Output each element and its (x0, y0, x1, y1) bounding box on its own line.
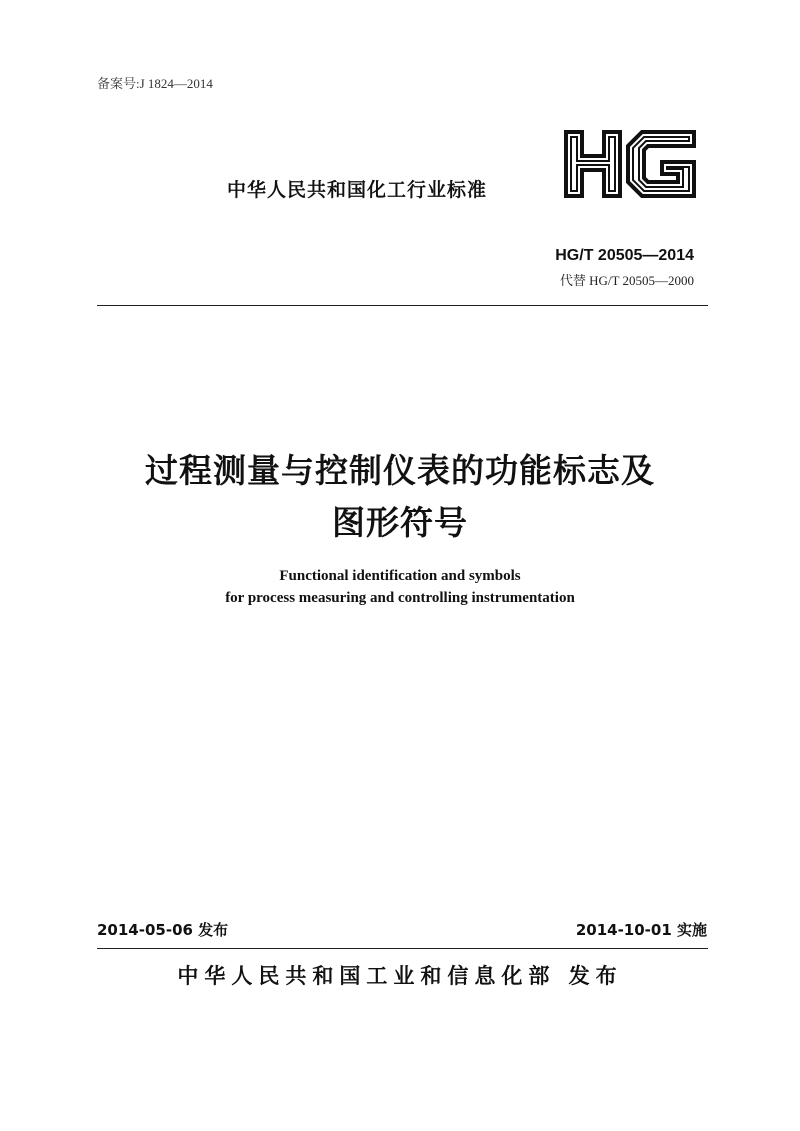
implementation-date: 2014-10-01 实施 (575, 921, 707, 939)
hg-logo (562, 128, 698, 200)
title-english-line-2: for process measuring and controlling instrumentation (225, 590, 575, 606)
title-english-line-1: Functional identification and symbols (279, 568, 521, 584)
replaces-note: 代替 HG/T 20505—2000 (559, 273, 694, 288)
issue-date: 2014-05-06 发布 (97, 921, 229, 939)
standard-number: HG/T 20505—2014 (555, 247, 694, 264)
standard-category: 中华人民共和国化工行业标准 (227, 179, 488, 201)
filing-number: 备案号:J 1824—2014 (97, 76, 213, 91)
bottom-divider (97, 948, 708, 949)
top-divider (97, 305, 708, 306)
title-chinese-line-2: 图形符号 (332, 503, 468, 542)
title-chinese (0, 445, 800, 549)
publisher: 中华人民共和国工业和信息化部 发布 (177, 964, 623, 988)
title-english (0, 565, 800, 609)
title-chinese-line-1: 过程测量与控制仪表的功能标志及 (145, 451, 655, 490)
